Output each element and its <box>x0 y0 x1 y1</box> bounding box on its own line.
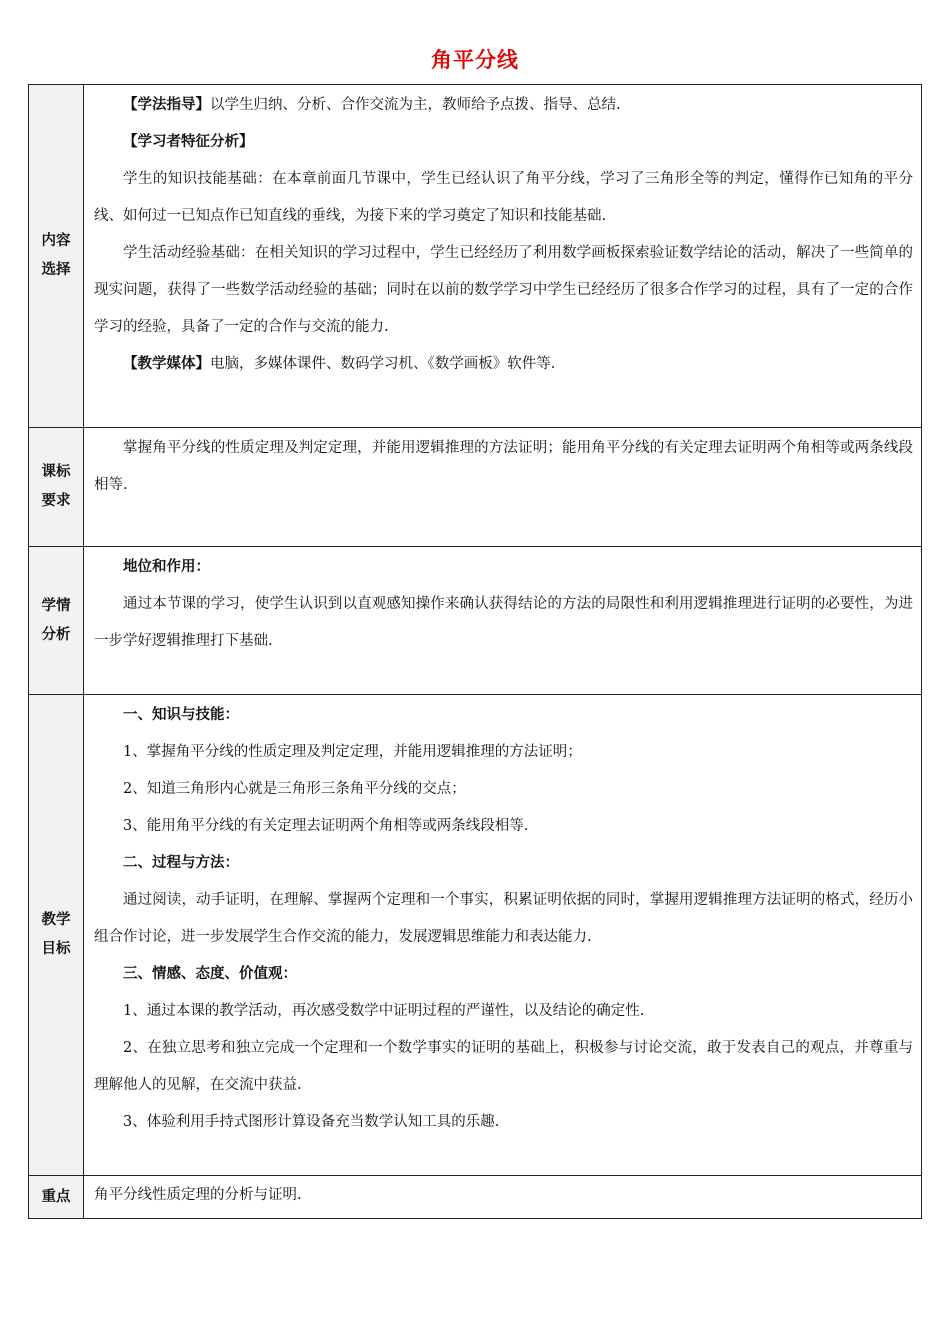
experience-basis-paragraph: 学生活动经验基础：在相关知识的学习过程中，学生已经经历了利用数学画板探索验证数学结论的活动，解决了一些简单的现实问题，获得了一些数学活动经验的基础；同时在以前的数学学习中学生已经经历了很多合作学习的过程，具有了一定的合作学习的经验，具备了一定的合作与交流的能力. <box>94 245 913 335</box>
media-heading: 【教学媒体】 <box>123 356 210 372</box>
curriculum-body <box>84 428 922 547</box>
knowledge-item-1: 1、掌握角平分线的性质定理及判定定理，并能用逻辑推理的方法证明； <box>123 744 582 760</box>
knowledge-basis-paragraph: 学生的知识技能基础：在本章前面几节课中，学生已经认识了角平分线，学习了三角形全等的判定，懂得作已知角的平分线、如何过一已知点作已知直线的垂线，为接下来的学习奠定了知识和技能基础. <box>94 171 913 224</box>
label-line-1: 教学 <box>41 912 71 928</box>
row-curriculum <box>29 428 922 547</box>
label-line-1: 内容 <box>41 233 71 249</box>
study-guide-text: 以学生归纳、分析、合作交流为主，教师给予点拨、指导、总结. <box>210 97 621 113</box>
row-learner <box>29 547 922 695</box>
row-key-point <box>29 1176 922 1219</box>
position-role-paragraph: 通过本节课的学习，使学生认识到以直观感知操作来确认获得结论的方法的局限性和利用逻辑推理进行证明的必要性，为进一步学好逻辑推理打下基础. <box>94 596 913 649</box>
page-title: 角平分线 <box>431 48 519 72</box>
learner-analysis-heading: 【学习者特征分析】 <box>123 134 254 150</box>
knowledge-item-3: 3、能用角平分线的有关定理去证明两个角相等或两条线段相等. <box>123 818 529 834</box>
objectives-body <box>84 695 922 1176</box>
label-line-1: 学情 <box>41 597 71 614</box>
knowledge-skills-heading: 一、知识与技能： <box>123 707 239 723</box>
label-key-point: 重点 <box>29 1176 84 1219</box>
knowledge-item-2: 2、知道三角形内心就是三角形三条角平分线的交点； <box>123 781 466 797</box>
label-content-choice <box>29 85 84 428</box>
label-line-2: 分析 <box>41 626 71 643</box>
process-method-paragraph: 通过阅读，动手证明，在理解、掌握两个定理和一个事实，积累证明依据的同时，掌握用逻辑推理方法证明的格式，经历小组合作讨论，进一步发展学生合作交流的能力，发展逻辑思维能力和表达能力. <box>94 892 913 945</box>
content-choice-body <box>84 85 922 428</box>
lesson-plan-table <box>28 84 922 1219</box>
attitude-values-heading: 三、情感、态度、价值观： <box>123 966 297 982</box>
learner-body <box>84 547 922 695</box>
label-objectives <box>29 695 84 1176</box>
process-method-heading: 二、过程与方法： <box>123 855 239 871</box>
row-content-choice <box>29 85 922 428</box>
row-objectives <box>29 695 922 1176</box>
position-role-heading: 地位和作用： <box>123 559 210 575</box>
label-line-1: 课标 <box>41 464 71 480</box>
attitude-item-3: 3、体验利用手持式图形计算设备充当数学认知工具的乐趣. <box>123 1114 500 1130</box>
study-guide-paragraph <box>94 87 913 124</box>
attitude-item-2: 2、在独立思考和独立完成一个定理和一个数学事实的证明的基础上，积极参与讨论交流，敢于发表自己的观点，并尊重与理解他人的见解，在交流中获益. <box>94 1040 913 1093</box>
label-line-2: 选择 <box>41 262 71 278</box>
media-text: 电脑，多媒体课件、数码学习机、《数学画板》软件等. <box>210 356 556 372</box>
label-line-2: 目标 <box>41 941 71 957</box>
label-curriculum <box>29 428 84 547</box>
study-guide-heading: 【学法指导】 <box>123 97 210 113</box>
curriculum-paragraph: 掌握角平分线的性质定理及判定定理，并能用逻辑推理的方法证明；能用角平分线的有关定理去证明两个角相等或两条线段相等. <box>94 440 913 493</box>
label-learner <box>29 547 84 695</box>
media-paragraph <box>94 346 913 383</box>
label-line-2: 要求 <box>41 493 71 509</box>
attitude-item-1: 1、通过本课的教学活动，再次感受数学中证明过程的严谨性，以及结论的确定性. <box>123 1003 645 1019</box>
key-point-text: 角平分线性质定理的分析与证明. <box>94 1187 302 1203</box>
key-point-body <box>84 1176 922 1219</box>
